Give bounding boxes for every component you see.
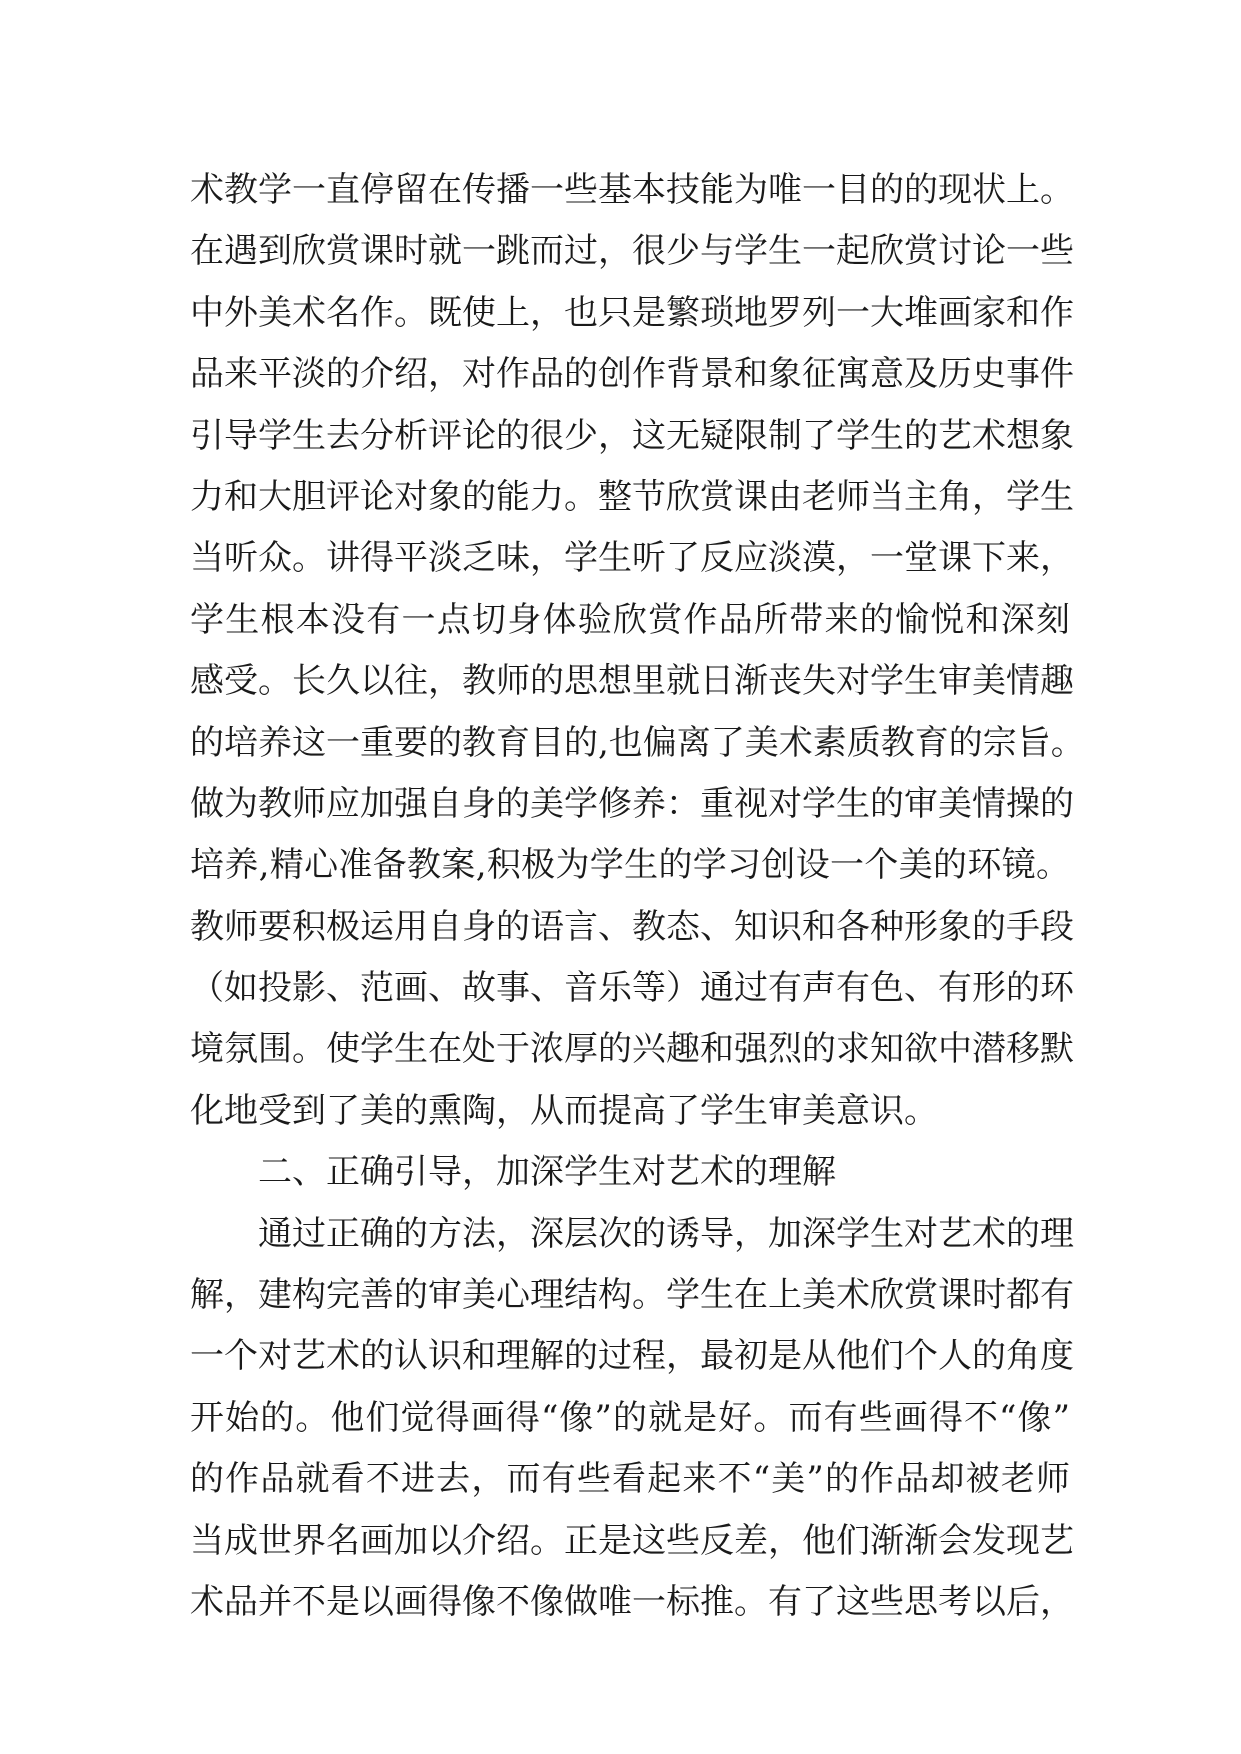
text-line: 感受。长久以往，教师的思想里就日渐丧失对学生审美情趣 <box>190 661 1074 702</box>
text-line: 通过正确的方法，深层次的诱导，加深学生对艺术的理 <box>258 1213 1074 1254</box>
text-line: 境氛围。使学生在处于浓厚的兴趣和强烈的求知欲中潜移默 <box>190 1029 1074 1070</box>
text-line: 的培养这一重要的教育目的,也偏离了美术素质教育的宗旨。 <box>190 722 1085 763</box>
text-line: 力和大胆评论对象的能力。整节欣赏课由老师当主角，学生 <box>190 476 1074 517</box>
text-line: 术品并不是以画得像不像做唯一标推。有了这些思考以后， <box>190 1581 1074 1622</box>
text-line: 化地受到了美的熏陶，从而提高了学生审美意识。 <box>190 1090 938 1131</box>
text-line: 引导学生去分析评论的很少，这无疑限制了学生的艺术想象 <box>190 415 1074 456</box>
section-heading: 二、正确引导，加深学生对艺术的理解 <box>258 1152 836 1193</box>
text-line: 解，建构完善的审美心理结构。学生在上美术欣赏课时都有 <box>190 1275 1074 1316</box>
text-line: 一个对艺术的认识和理解的过程，最初是从他们个人的角度 <box>190 1336 1074 1377</box>
text-line: 术教学一直停留在传播一些基本技能为唯一目的的现状上。 <box>190 170 1074 210</box>
text-line: 当听众。讲得平淡乏味，学生听了反应淡漠，一堂课下来， <box>190 538 1074 579</box>
text-line: 的作品就看不进去，而有些看起来不“美”的作品却被老师 <box>190 1459 1070 1500</box>
text-line: 在遇到欣赏课时就一跳而过，很少与学生一起欣赏讨论一些 <box>190 231 1074 272</box>
text-line: 品来平淡的介绍，对作品的创作背景和象征寓意及历史事件 <box>190 354 1074 395</box>
text-line: 培养,精心准备教案,积极为学生的学习创设一个美的环镜。 <box>190 845 1070 886</box>
text-line: 当成世界名画加以介绍。正是这些反差，他们渐渐会发现艺 <box>190 1520 1074 1561</box>
text-line: 学生根本没有一点切身体验欣赏作品所带来的愉悦和深刻 <box>190 599 1070 640</box>
body-text <box>190 160 1085 1633</box>
text-line: 做为教师应加强自身的美学修养：重视对学生的审美情操的 <box>190 783 1074 824</box>
text-line: 中外美术名作。既使上，也只是繁琐地罗列一大堆画家和作 <box>190 292 1074 333</box>
text-line: 教师要积极运用自身的语言、教态、知识和各种形象的手段 <box>190 906 1074 947</box>
text-line: 开始的。他们觉得画得“像”的就是好。而有些画得不“像” <box>190 1397 1070 1438</box>
text-line: （如投影、范画、故事、音乐等）通过有声有色、有形的环 <box>190 968 1074 1009</box>
